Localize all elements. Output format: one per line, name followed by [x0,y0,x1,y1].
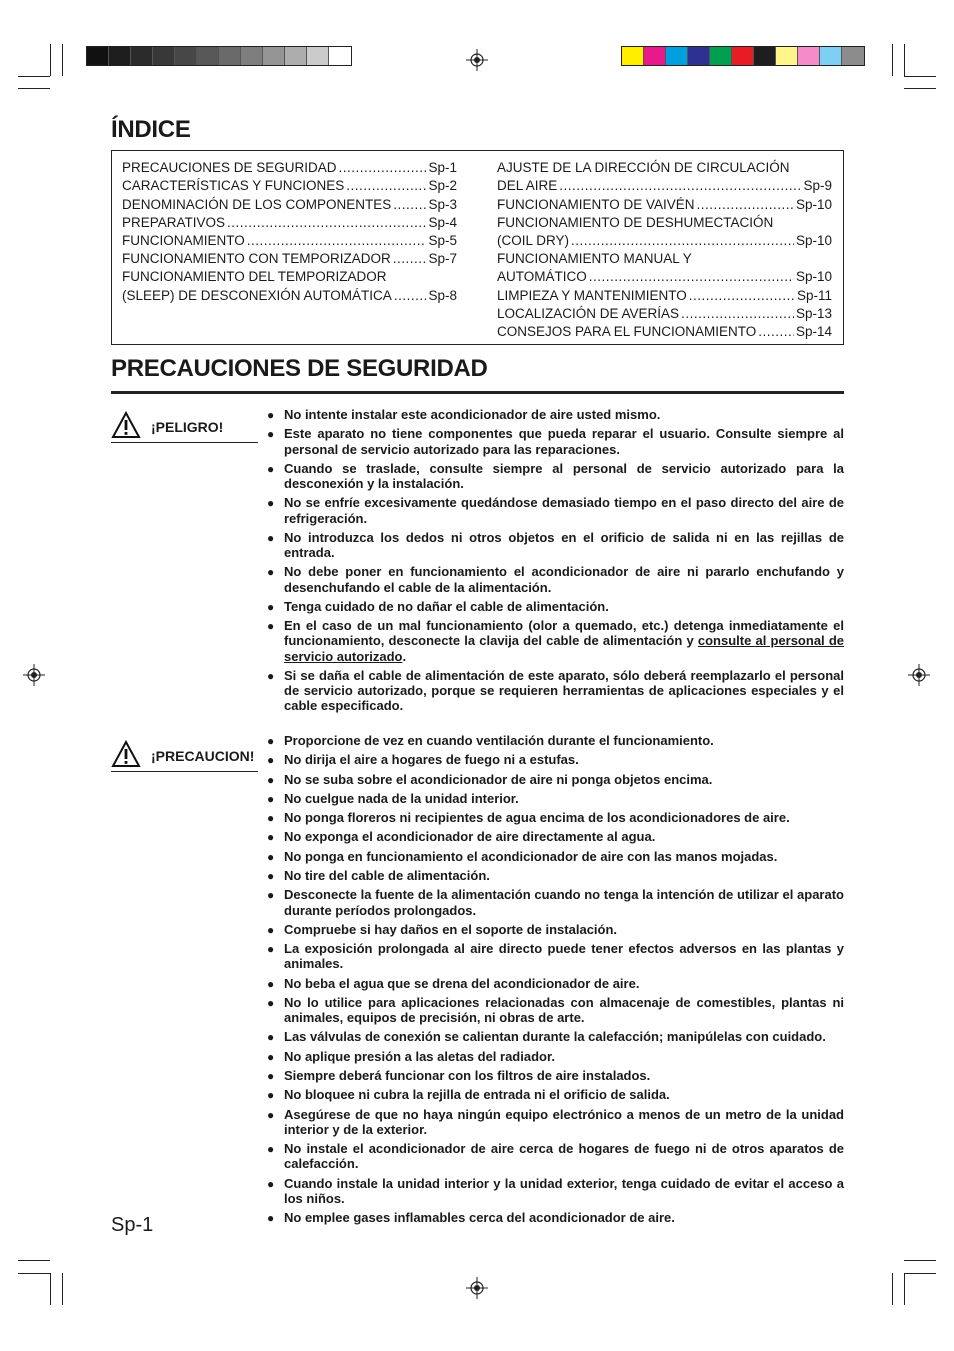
danger-label: ¡PELIGRO! [111,413,258,437]
list-item-text: Si se daña el cable de alimentación de este aparato, sólo deberá reemplazarlo el personal de servicio autorizado, porque se requieren herramientas de aplicaciones especiales y el cable especificado. [284,667,844,714]
toc-entry [122,230,457,248]
crop-mark [50,1273,51,1305]
list-item-text: No emplee gases inflamables cerca del acondicionador de aire. [284,1210,675,1226]
bullet-icon: ● [267,922,275,937]
bullet-icon: ● [267,888,275,903]
list-item-text: Cuando instale la unidad interior y la unidad exterior, tenga cuidado de evitar el acceso a los niños. [284,1175,844,1206]
toc-left-column [122,157,457,303]
bullet-icon: ● [267,1069,275,1084]
gray-swatch [131,47,153,65]
list-item-text: Este aparato no tiene componentes que pueda reparar el usuario. Consulte siempre al personal de servicio autorizado para las reparaciones. [284,426,844,457]
list-item-text: No debe poner en funcionamiento el acondicionador de aire ni pararlo enchufando y desenchufando el cable de la alimentación. [284,564,844,595]
gray-swatch [285,47,307,65]
bullet-icon: ● [267,942,275,957]
list-item [268,618,844,664]
toc-entry-title: (COIL DRY) [497,232,570,248]
toc-entry-title: PRECAUCIONES DE SEGURIDAD [122,160,337,176]
bullet-icon: ● [267,976,275,991]
toc-entry-title: CARACTERÍSTICAS Y FUNCIONES [122,178,345,194]
list-item-text: No bloquee ni cubra la rejilla de entrada ni el orificio de salida. [284,1087,670,1103]
toc-entry-title: FUNCIONAMIENTO DE VAIVÉN [497,196,695,212]
toc-entry-page: Sp-3 [428,196,457,212]
color-swatch [842,47,864,65]
toc-entry-page: Sp-11 [796,287,832,303]
toc-entry [122,157,457,175]
bullet-icon: ● [267,619,275,634]
list-item [268,922,844,937]
toc-entry-page: Sp-10 [795,269,832,285]
toc-entry-title: FUNCIONAMIENTO DE DESHUMECTACIÓN [497,214,774,230]
crop-mark [904,76,936,77]
color-swatch [754,47,776,65]
list-item-text: No introduzca los dedos ni otros objetos en el orificio de salida ni en las rejillas de entrada. [284,529,844,560]
toc-entry [497,284,832,302]
bullet-icon: ● [267,599,275,614]
crop-mark [904,1260,936,1261]
list-item-text: No instale el acondicionador de aire cerca de hogares de fuego ni de otros aparatos de calefacción. [284,1141,844,1172]
gray-calibration-bar [86,46,352,66]
color-swatch [732,47,754,65]
list-item [268,407,844,422]
bullet-icon: ● [267,1211,275,1226]
table-of-contents [111,150,844,345]
list-item [268,1107,844,1137]
bullet-icon: ● [267,734,275,748]
toc-entry-title: LIMPIEZA Y MANTENIMIENTO [497,287,687,303]
toc-entry-page: Sp-2 [428,178,457,194]
list-item-text: No lo utilice para aplicaciones relacionadas con almacenaje de comestibles, plantas ni animales, equipos de precisión, ni obras de arte. [284,994,844,1026]
list-item-text: La exposición prolongada al aire directo puede tener efectos adversos en las plantas y animales. [284,941,844,972]
list-item [268,887,844,917]
list-item [268,1068,844,1083]
warning-triangle-icon [111,740,141,768]
index-title: ÍNDICE [111,116,191,143]
list-item [268,426,844,456]
toc-leader-dots [227,215,426,230]
toc-entry-title: FUNCIONAMIENTO MANUAL Y [497,251,692,267]
toc-entry [122,175,457,193]
bullet-icon: ● [267,461,275,476]
toc-entry [122,212,457,230]
list-item [268,668,844,714]
list-item-text: Proporcione de vez en cuando ventilación durante el funcionamiento. [284,733,714,748]
bullet-icon: ● [267,772,275,787]
list-item [268,791,844,806]
crop-mark [18,1273,50,1274]
toc-entry-title: DEL AIRE [497,178,558,194]
danger-list [268,407,844,718]
toc-entry [122,248,457,266]
toc-leader-dots [681,306,794,321]
list-item [268,829,844,844]
toc-entry-page: Sp-10 [795,232,832,248]
list-item-text: Las válvulas de conexión se calientan durante la calefacción; manipúlelas con cuidado. [284,1029,826,1045]
bullet-icon: ● [267,791,275,806]
toc-entry-title: CONSEJOS PARA EL FUNCIONAMIENTO [497,323,757,339]
crop-mark [892,44,893,76]
gray-swatch [219,47,241,65]
toc-entry-page: Sp-5 [428,232,457,248]
list-item [268,976,844,991]
list-item [268,495,844,525]
list-item [268,530,844,560]
color-swatch [644,47,666,65]
toc-entry [122,284,457,302]
list-item [268,810,844,825]
toc-entry-title: FUNCIONAMIENTO DEL TEMPORIZADOR [122,269,387,285]
gray-swatch [241,47,263,65]
toc-entry [497,321,832,339]
toc-entry-page: Sp-10 [795,196,832,212]
color-calibration-bar [621,46,865,66]
caution-label: ¡PRECAUCION! [111,742,258,766]
list-item-text: No dirija el aire a hogares de fuego ni a estufas. [284,752,579,768]
bullet-icon: ● [267,427,275,442]
list-item [268,1049,844,1064]
list-item-text: Cuando se traslade, consulte siempre al personal de servicio autorizado para la desconexión y la instalación. [284,460,844,491]
toc-entry-title: (SLEEP) DE DESCONEXIÓN AUTOMÁTICA [122,287,392,303]
bullet-icon: ● [267,408,275,422]
list-item-text: Compruebe si hay daños en el soporte de instalación. [284,921,618,937]
registration-mark-icon [23,664,45,686]
list-item-text: Siempre deberá funcionar con los filtros de aire instalados. [284,1068,651,1084]
list-item [268,1176,844,1206]
toc-leader-dots [689,288,795,303]
toc-entry-title: FUNCIONAMIENTO [122,232,245,248]
list-item [268,599,844,614]
toc-entry-title: AUTOMÁTICO [497,269,587,285]
list-item [268,995,844,1025]
toc-entry-title: DENOMINACIÓN DE LOS COMPONENTES [122,196,392,212]
crop-mark [904,1273,936,1274]
toc-leader-dots [589,269,794,284]
safety-title: PRECAUCIONES DE SEGURIDAD [111,355,488,382]
toc-right-column [497,157,832,339]
toc-entry-page: Sp-4 [428,214,457,230]
toc-entry-title: FUNCIONAMIENTO CON TEMPORIZADOR [122,251,391,267]
list-item-text: No cuelgue nada de la unidad interior. [284,790,519,806]
crop-mark [62,1273,63,1305]
crop-mark [904,44,905,76]
gray-swatch [175,47,197,65]
toc-leader-dots [559,178,801,193]
color-swatch [710,47,732,65]
color-swatch [666,47,688,65]
toc-leader-dots [247,233,427,248]
list-item [268,752,844,767]
list-item [268,772,844,787]
bullet-icon: ● [267,1176,275,1191]
color-swatch [688,47,710,65]
gray-swatch [263,47,285,65]
bullet-icon: ● [267,496,275,511]
toc-entry-title: LOCALIZACIÓN DE AVERÍAS [497,305,680,321]
list-item-text: No ponga floreros ni recipientes de agua encima de los acondicionadores de aire. [284,810,790,826]
toc-entry [497,157,832,175]
caution-list [268,733,844,1229]
color-swatch [820,47,842,65]
toc-entry-title: AJUSTE DE LA DIRECCIÓN DE CIRCULACIÓN [497,160,790,176]
toc-entry-title: PREPARATIVOS [122,214,226,230]
list-item [268,941,844,971]
list-item-text-end: . [402,648,407,664]
crop-mark [50,44,51,76]
gray-swatch [329,47,351,65]
list-item-text: No exponga el acondicionador de aire directamente al agua. [284,829,656,845]
gray-swatch [153,47,175,65]
list-item [268,1029,844,1044]
crop-mark [18,76,50,77]
toc-entry [497,212,832,230]
bullet-icon: ● [267,869,275,884]
toc-leader-dots [697,197,794,212]
list-item-text: En el caso de un mal funcionamiento (olor a quemado, etc.) detenga inmediatamente el funcionamiento, desconecte la clavija del cable de alimentación y [284,618,844,649]
gray-swatch [109,47,131,65]
toc-entry [497,230,832,248]
color-swatch [776,47,798,65]
toc-entry [497,175,832,193]
section-rule [111,391,844,394]
list-item-text: No aplique presión a las aletas del radiador. [284,1048,555,1064]
list-item-text: Desconecte la fuente de la alimentación cuando no tenga la intención de utilizar el aparato durante períodos prolongados. [284,887,844,918]
toc-entry-page: Sp-8 [428,287,457,303]
bullet-icon: ● [267,849,275,864]
gray-swatch [307,47,329,65]
toc-entry-page: Sp-9 [803,178,832,194]
registration-mark-icon [466,49,488,71]
toc-entry [122,193,457,211]
toc-leader-dots [339,160,427,175]
toc-entry-page: Sp-1 [428,160,457,176]
bullet-icon: ● [267,1107,275,1122]
underlined-text: consulte al personal de servicio autorizado [284,633,844,664]
list-item-text: No intente instalar este acondicionador de aire usted mismo. [284,407,661,422]
list-item [268,461,844,491]
bullet-icon: ● [267,995,275,1010]
crop-mark [892,1273,893,1305]
toc-leader-dots [346,178,426,193]
list-item [268,564,844,594]
list-item-text: No ponga en funcionamiento el acondicionador de aire con las manos mojadas. [284,848,778,864]
list-item-text: No se enfríe excesivamente quedándose demasiado tiempo en el paso directo del aire de refrigeración. [284,495,844,526]
list-item-text: No beba el agua que se drena del acondicionador de aire. [284,975,640,991]
bullet-icon: ● [267,1030,275,1045]
bullet-icon: ● [267,565,275,580]
toc-entry [497,193,832,211]
toc-entry-page: Sp-13 [795,305,832,321]
crop-mark [904,1273,905,1305]
crop-mark [62,44,63,76]
toc-leader-dots [393,251,427,266]
toc-entry-page: Sp-7 [428,251,457,267]
crop-mark [18,88,50,89]
list-item-text: No tire del cable de alimentación. [284,868,490,884]
toc-leader-dots [394,288,427,303]
toc-entry [122,266,457,284]
crop-mark [18,1260,50,1261]
page-number: Sp-1 [111,1214,154,1236]
warning-triangle-icon [111,411,141,439]
bullet-icon: ● [267,811,275,826]
toc-leader-dots [393,197,426,212]
bullet-icon: ● [267,1049,275,1064]
color-swatch [622,47,644,65]
bullet-icon: ● [267,668,275,683]
crop-mark [904,88,936,89]
bullet-icon: ● [267,1088,275,1103]
toc-entry-page: Sp-14 [795,323,832,339]
bullet-icon: ● [267,753,275,768]
color-swatch [798,47,820,65]
list-item [268,733,844,748]
list-item-text: Asegúrese de que no haya ningún equipo electrónico a menos de un metro de la unidad interior y de la exterior. [284,1106,844,1137]
list-item [268,1210,844,1225]
bullet-icon: ● [267,830,275,845]
registration-mark-icon [908,664,930,686]
toc-entry [497,248,832,266]
toc-leader-dots [571,233,794,248]
list-item-text: Tenga cuidado de no dañar el cable de alimentación. [284,598,609,614]
list-item [268,868,844,883]
toc-entry [497,303,832,321]
list-item [268,1141,844,1171]
gray-swatch [87,47,109,65]
bullet-icon: ● [267,530,275,545]
toc-leader-dots [758,324,794,339]
toc-entry [497,266,832,284]
registration-mark-icon [466,1277,488,1299]
list-item-text: No se suba sobre el acondicionador de aire ni ponga objetos encima. [284,771,713,787]
list-item [268,849,844,864]
list-item [268,1087,844,1102]
bullet-icon: ● [267,1142,275,1157]
gray-swatch [197,47,219,65]
